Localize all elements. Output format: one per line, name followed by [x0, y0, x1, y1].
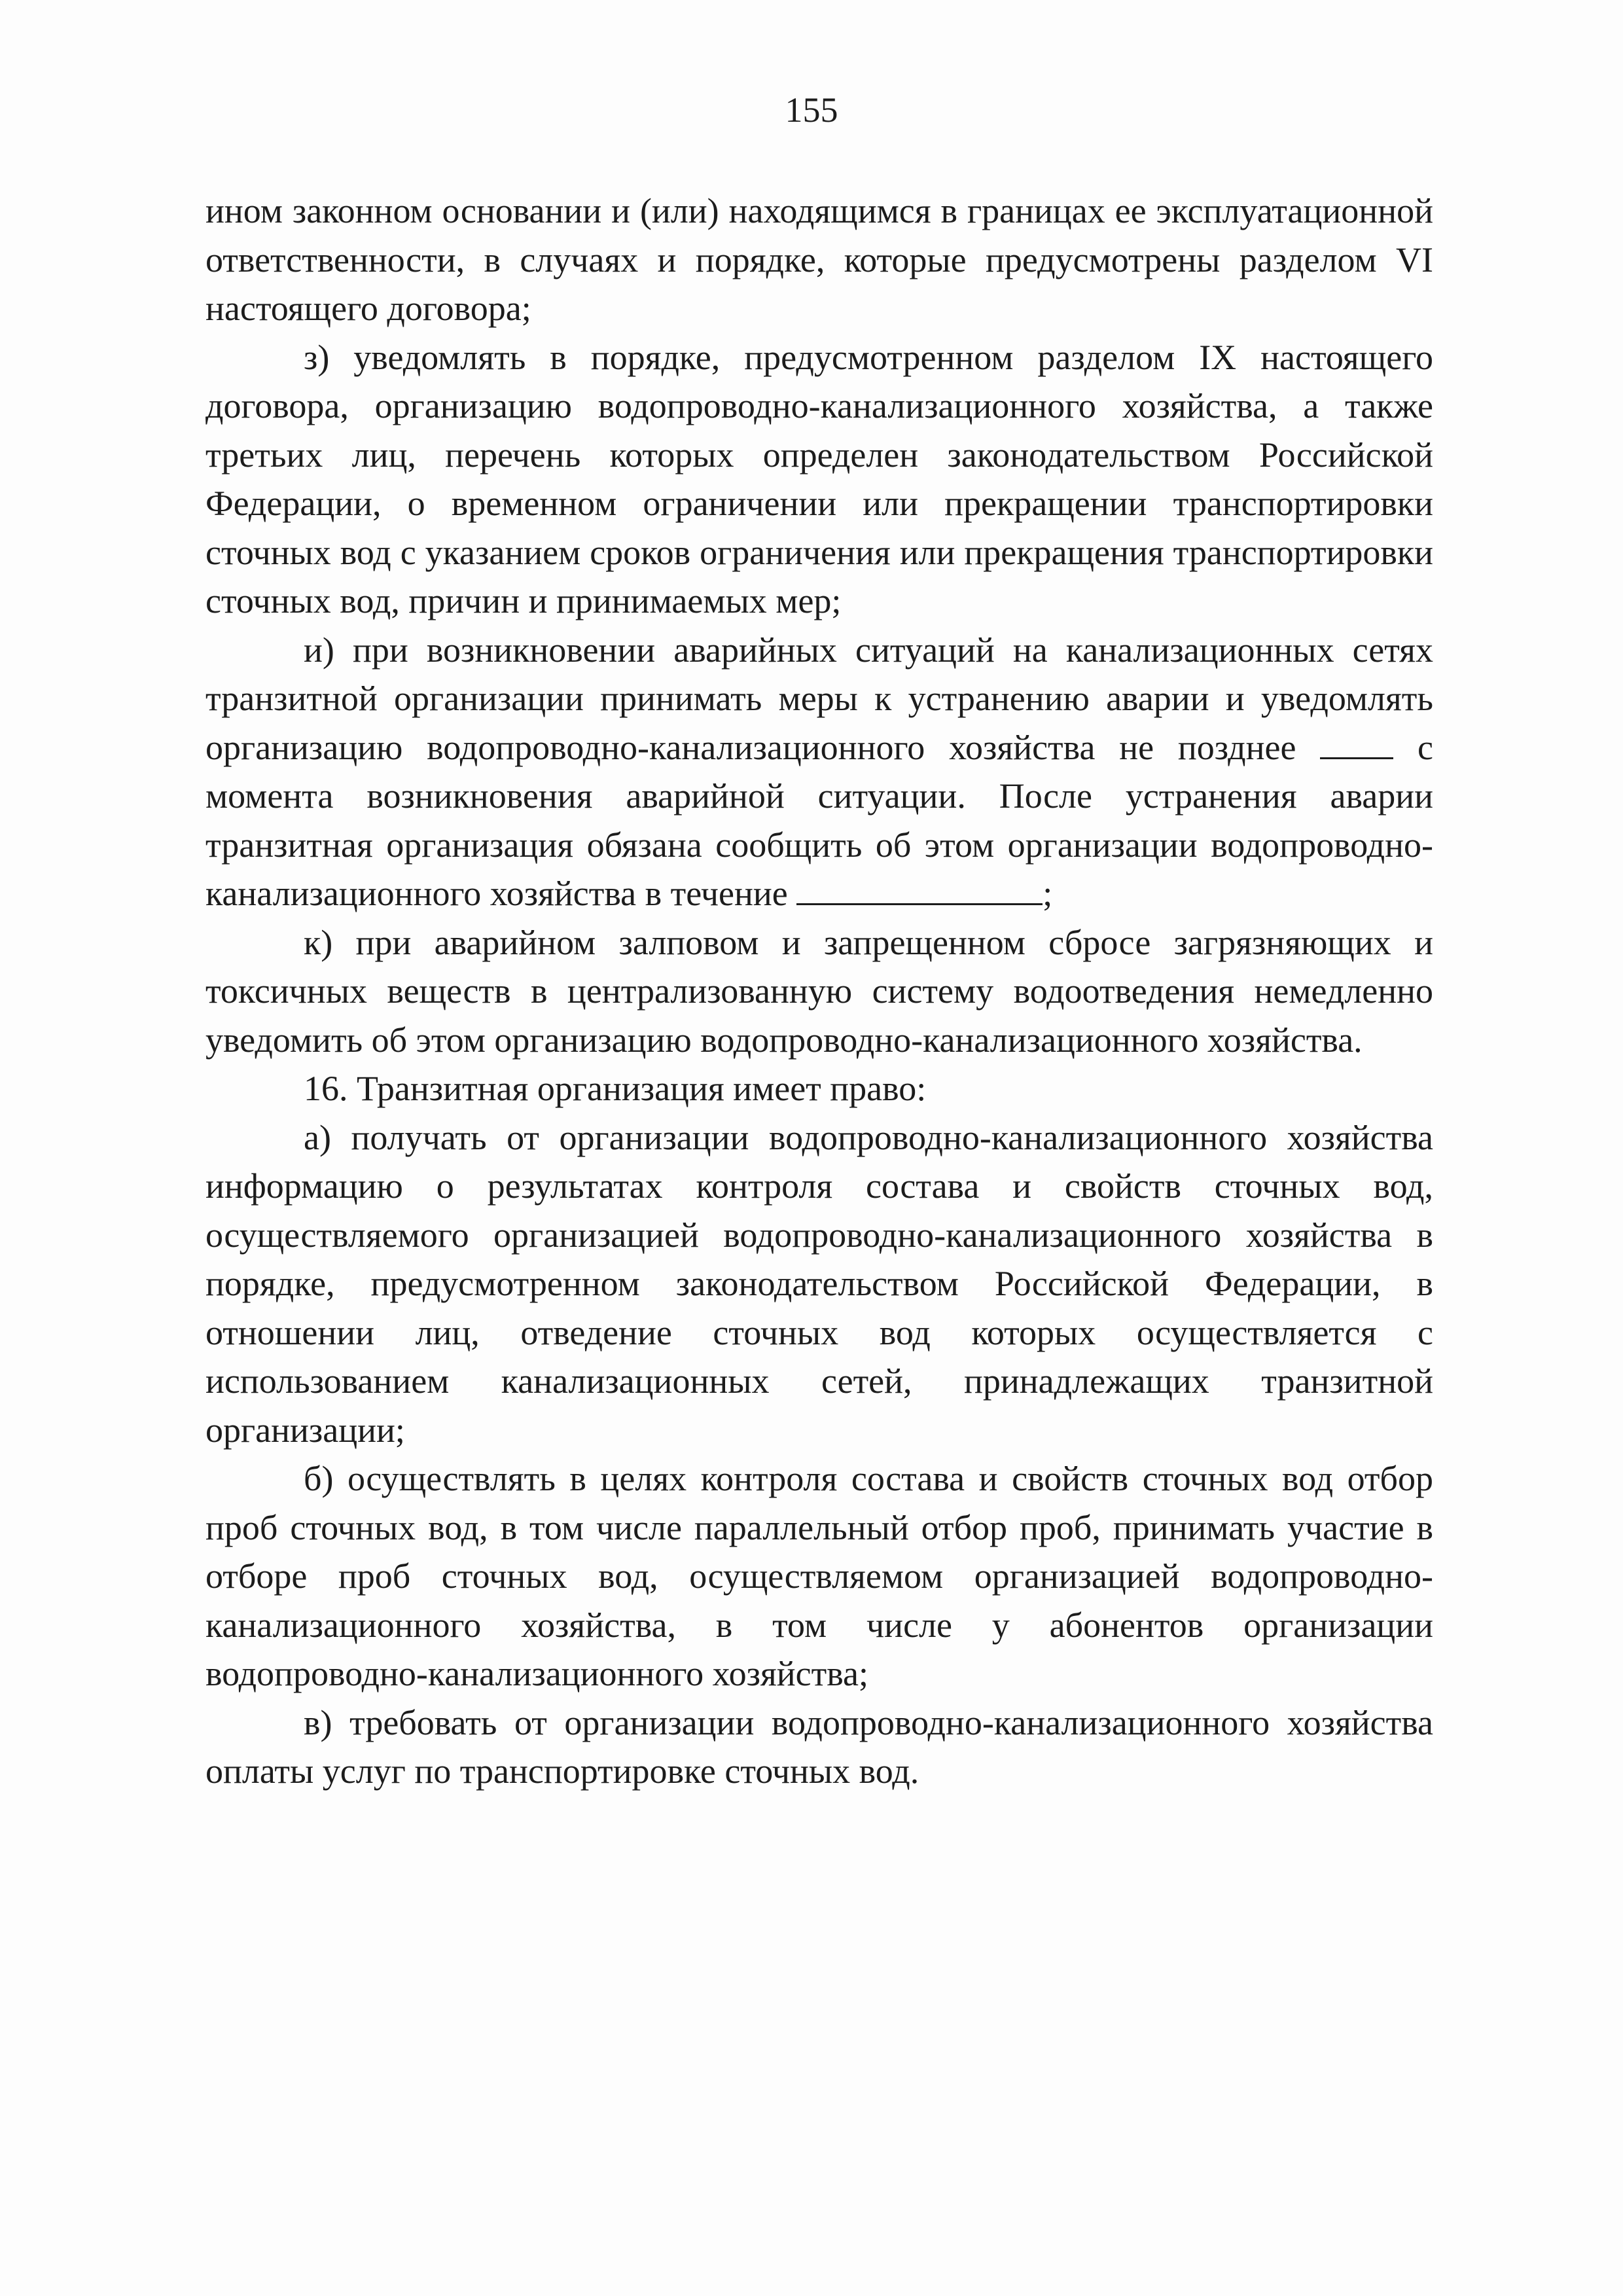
paragraph-item-z: з) уведомлять в порядке, предусмотренном разделом IX настоящего договора, организацию водопроводно-канализационного хозяйства, а также третьих лиц, перечень которых определен законодательством Российской Федерации, о временном ограничении или прекращении транспортировки сточных вод с указанием сроков ограничения или прекращения транспортировки сточных вод, причин и принимаемых мер; [205, 337, 1433, 620]
paragraph-item-k: к) при аварийном залповом и запрещенном сбросе загрязняющих и токсичных веществ в централизованную систему водоотведения немедленно уведомить об этом организацию водопроводно-канализационного хозяйства. [205, 922, 1433, 1060]
paragraph-item-v: в) требовать от организации водопроводно-канализационного хозяйства оплаты услуг по транспортировке сточных вод. [205, 1702, 1433, 1791]
paragraph-section-16: 16. Транзитная организация имеет право: [304, 1069, 927, 1108]
blank-line-short [1320, 727, 1393, 759]
page-number: 155 [785, 90, 838, 130]
document-body [205, 187, 1433, 1796]
blank-line-long [796, 873, 1043, 905]
paragraph-continuation: ином законном основании и (или) находящимся в границах ее эксплуатационной ответственности, в случаях и порядке, которые предусмотрены разделом VI настоящего договора; [205, 191, 1433, 328]
paragraph-item-i-part-2: с момента возникновения аварийной ситуации. После устранения аварии транзитная организация обязана сообщить об этом организации водопроводно-канализационного хозяйства в течение [205, 727, 1433, 913]
paragraph-item-i-part-3: ; [1043, 874, 1053, 913]
paragraph-item-i-part-1: и) при возникновении аварийных ситуаций на канализационных сетях транзитной организации принимать меры к устранению аварии и уведомлять организацию водопроводно-канализационного хозяйства не позднее [205, 630, 1433, 767]
paragraph-item-i [205, 626, 1433, 918]
paragraph-item-b: б) осуществлять в целях контроля состава и свойств сточных вод отбор проб сточных вод, в том числе параллельный отбор проб, принимать участие в отборе проб сточных вод, осуществляемом организацией водопроводно-канализационного хозяйства, в том числе у абонентов организации водопроводно-канализационного хозяйства; [205, 1459, 1433, 1693]
paragraph-item-a: а) получать от организации водопроводно-канализационного хозяйства информацию о результатах контроля состава и свойств сточных вод, осуществляемого организацией водопроводно-канализационного хозяйства в порядке, предусмотренном законодательством Российской Федерации, в отношении лиц, отведение сточных вод которых осуществляется с использованием канализационных сетей, принадлежащих транзитной организации; [205, 1117, 1433, 1450]
